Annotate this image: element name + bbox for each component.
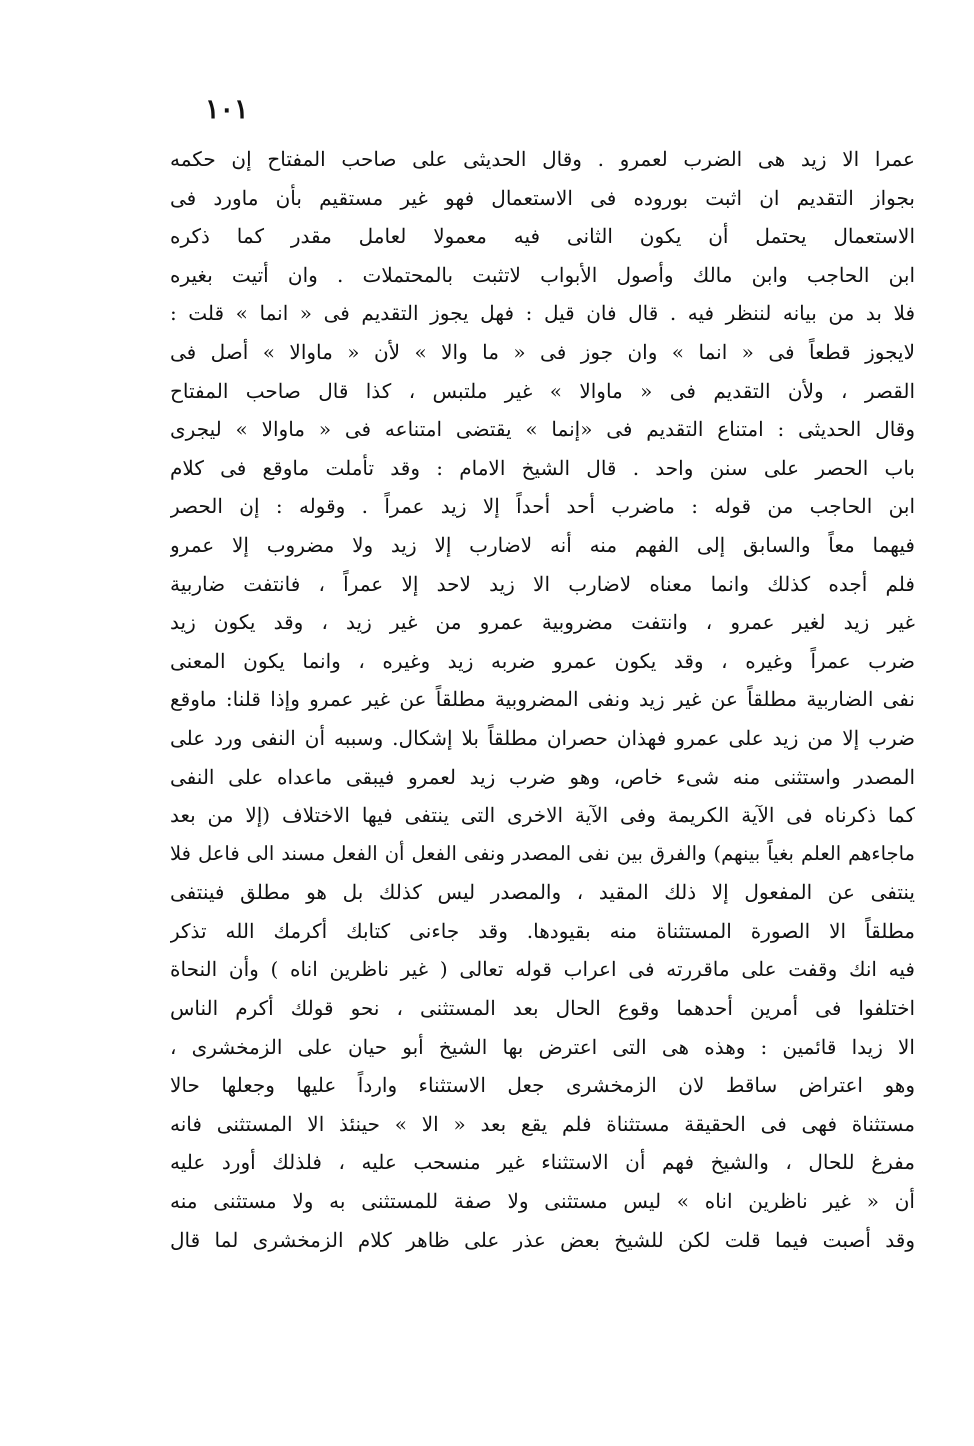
text-line: الا زيدا قائمين : وهذه هى التى اعترض بها الشيخ أبو حيان على الزمخشرى ، (170, 1034, 915, 1059)
text-line: المصدر واستثنى منه شىء خاص، وهو ضرب زيد لعمرو فيبقى ماعداه على النفى (170, 764, 915, 789)
text-line: باب الحصر على سنن واحد . قال الشيخ الامام : وقد تأملت ماوقع فى كلام (170, 455, 915, 480)
text-line: فلا بد من بيانه لننظر فيه . قال فان قيل : فهل يجوز التقديم فى « انما » قلت : (170, 301, 915, 326)
text-line: وهو اعتراض ساقط لان الزمخشرى جعل الاستثناء وارداً عليها وجعلها حالا (170, 1073, 915, 1098)
text-line: ضرب إلا من زيد على عمرو فهذان حصران مطلقاً بلا إشكال. وسببه أن النفى ورد على (170, 725, 915, 750)
text-line: نفى الضاربية مطلقاً عن غير زيد ونفى المضروبية مطلقاً عن غير عمرو وإذا قلنا: ماوقع (170, 687, 915, 712)
text-line: مطلقاً الا الصورة المستثناة منه بقيودها. وقد جاءنى كتابك أكرمك الله تذكر (170, 918, 915, 943)
text-line: اختلفوا فى أمرين أحدهما وقوع الحال بعد المستثنى ، نحو قولك أكرم الناس (170, 996, 915, 1021)
text-line: وقال الحديثى : امتناع التقديم فى «إنما » يقتضى امتناعه فى « ماوالا » ليجرى (170, 417, 915, 442)
text-line: وقد أصبت فيما قلت لكن للشيخ بعض عذر على ظاهر كلام الزمخشرى لما قال (170, 1227, 915, 1252)
text-line: ابن الحاجب وابن مالك وأصول الأبواب لاتثبت بالمحتملات . وان أتيت بغيره (170, 262, 915, 287)
text-line: أن « غير ناظرين اناه » ليس مستثنى ولا صفة للمستثنى به ولا مستثنى منه (170, 1189, 915, 1214)
text-line: مفرغ للحال ، والشيخ فهم أن الاستثناء غير منسحب عليه ، فلذلك أورد عليه (170, 1150, 915, 1175)
text-line: عمرا الا زيد هى الضرب لعمرو . وقال الحديثى على صاحب المفتاح إن حكمه (170, 147, 915, 171)
text-line: القصر ، ولأن التقديم فى « ماوالا » غير ملتبس ، كذا قال صاحب المفتاح (170, 378, 915, 403)
text-line: ابن الحاجب من قوله : ماضرب أحد أحداً إلا زيد عمراً . وقوله : إن الحصر (170, 494, 915, 519)
text-line: ماجاءهم العلم بغياً بينهم) والفرق بين نفى المصدر ونفى الفعل أن الفعل مسند الى فاعل فلا (170, 841, 915, 865)
text-line: لايجوز قطعاً فى « انما » وان جوز فى « ما والا » لأن « ماوالا » أصل فى (170, 339, 915, 364)
text-line: فيه انك وقفت على ماقررته فى اعراب قوله تعالى ( غير ناظرين اناه ) وأن النحاة (170, 957, 915, 982)
text-line: فلم أجده كذلك وانما معناه لاضارب الا زيد لاحد إلا عمراً ، فانتفت ضاربية (170, 571, 915, 596)
text-line: بجواز التقديم ان اثبت بوروده فى الاستعمال فهو غير مستقيم بأن ماورد فى (170, 185, 915, 210)
page-text (170, 140, 915, 1259)
text-line: غير زيد لغير عمرو ، وانتفت مضروبية عمرو من غير زيد ، وقد يكون زيد (170, 610, 915, 635)
text-line: كما ذكرناه فى الآية الكريمة وفى الآية الاخرى التى ينتفى فيها الاختلاف (إلا من بعد (170, 803, 915, 828)
text-line: مستثناة فهى فى الحقيقة مستثناة فلم يقع بعد « الا » حينئذ الا المستثنى فانه (170, 1111, 915, 1136)
text-line: الاستعمال يحتمل أن يكون الثانى فيه معمولا لعامل مقدر كما ذكره (170, 224, 915, 249)
text-line: ينتفى عن المفعول إلا ذلك المقيد ، والمصدر ليس كذلك بل هو مطلق فينتفى (170, 880, 915, 905)
text-line: ضرب عمراً وغيره ، وقد يكون عمرو ضربه زيد وغيره ، وانما يكون المعنى (170, 648, 915, 673)
page-number: ١٠١ (205, 94, 249, 125)
text-line: فيهما معاً والسابق إلى الفهم منه أنه لاضارب إلا زيد ولا مضروب إلا عمرو (170, 532, 915, 557)
